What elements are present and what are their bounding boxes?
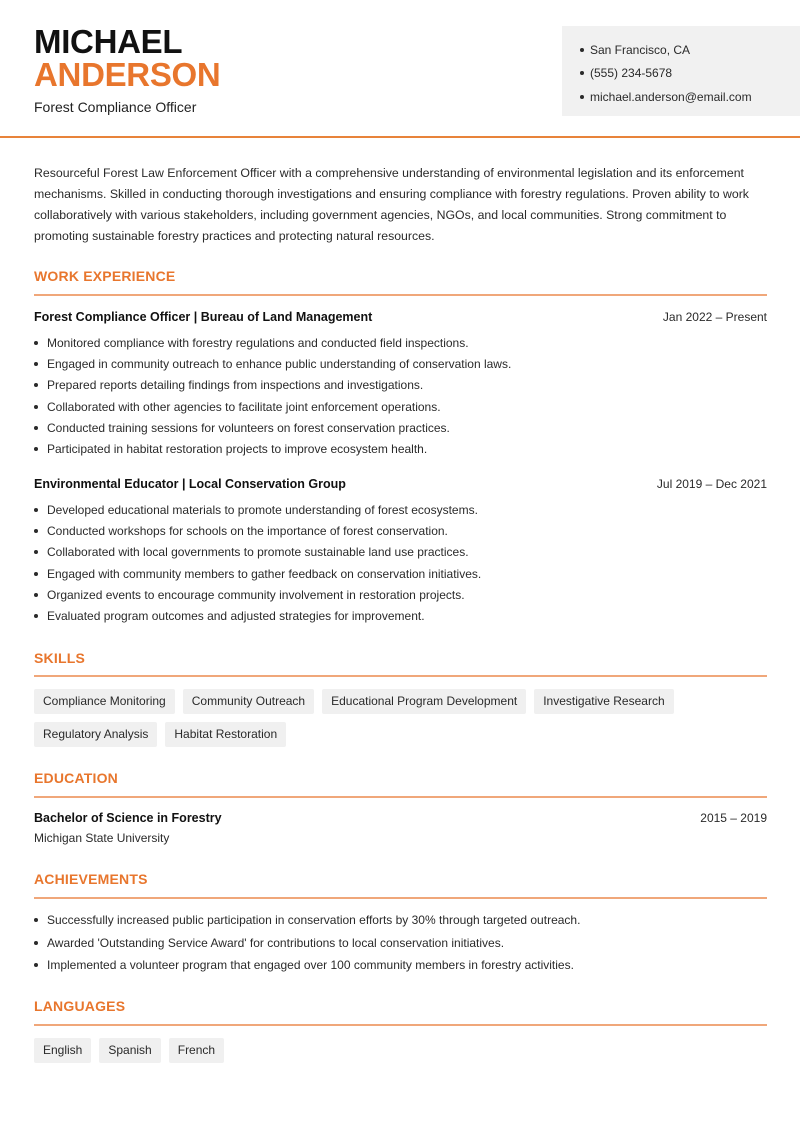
profile-summary: Resourceful Forest Law Enforcement Officer with a comprehensive understanding of environmental legislation and its enforcement mechanisms. Skilled in conducting thorough investigations and ensuring compliance with forestry regulations. Proven ability to work collaboratively with various stakeholders, including government agencies, NGOs, and local communities. Strong commitment to promoting sustainable forestry practices and protecting natural resources. bbox=[34, 166, 749, 243]
section-divider bbox=[34, 675, 767, 677]
bullet-text: Developed educational materials to promote understanding of forest ecosystems. bbox=[47, 502, 478, 517]
job-dates: Jan 2022 – Present bbox=[662, 310, 767, 324]
skill-chip: Community Outreach bbox=[183, 689, 314, 714]
list-item bbox=[34, 499, 769, 520]
degree-title: Bachelor of Science in Forestry bbox=[34, 811, 222, 825]
bullet-icon bbox=[34, 447, 38, 451]
bullet-icon bbox=[580, 71, 584, 75]
list-item bbox=[34, 954, 769, 977]
section-divider bbox=[34, 796, 767, 798]
contact-box bbox=[562, 26, 800, 116]
languages-list bbox=[34, 1038, 769, 1063]
job-role: Forest Compliance Officer bbox=[34, 99, 197, 115]
list-item bbox=[34, 332, 769, 353]
skill-chip: Regulatory Analysis bbox=[34, 722, 157, 747]
achievement-text: Awarded 'Outstanding Service Award' for contributions to local conservation initiatives. bbox=[47, 935, 505, 950]
bullet-text: Conducted training sessions for volunteers on forest conservation practices. bbox=[47, 420, 450, 435]
section-title-work: WORK EXPERIENCE bbox=[34, 268, 176, 284]
list-item bbox=[34, 909, 769, 932]
bullet-icon bbox=[34, 918, 38, 922]
job-title: Forest Compliance Officer | Bureau of Land Management bbox=[34, 310, 373, 324]
school-name: Michigan State University bbox=[34, 831, 170, 845]
section-title-languages: LANGUAGES bbox=[34, 998, 126, 1014]
bullet-text: Organized events to encourage community involvement in restoration projects. bbox=[47, 587, 465, 602]
job-bullets bbox=[34, 332, 769, 460]
section-divider bbox=[34, 294, 767, 296]
bullet-icon bbox=[34, 508, 38, 512]
section-divider bbox=[34, 1024, 767, 1026]
last-name: ANDERSON bbox=[34, 56, 221, 93]
bullet-text: Collaborated with local governments to promote sustainable land use practices. bbox=[47, 545, 469, 560]
bullet-icon bbox=[34, 941, 38, 945]
contact-phone bbox=[580, 62, 800, 86]
bullet-icon bbox=[34, 550, 38, 554]
bullet-icon bbox=[34, 383, 38, 387]
job-bullets bbox=[34, 499, 769, 627]
language-chip: English bbox=[34, 1038, 91, 1063]
list-item bbox=[34, 520, 769, 541]
bullet-icon bbox=[34, 529, 38, 533]
bullet-text: Engaged with community members to gather feedback on conservation initiatives. bbox=[47, 566, 482, 581]
skill-chip: Investigative Research bbox=[534, 689, 673, 714]
bullet-text: Participated in habitat restoration projects to improve ecosystem health. bbox=[47, 442, 428, 457]
first-name: MICHAEL bbox=[34, 23, 183, 60]
bullet-icon bbox=[34, 405, 38, 409]
bullet-icon bbox=[34, 341, 38, 345]
bullet-icon bbox=[34, 572, 38, 576]
achievement-text: Successfully increased public participation in conservation efforts by 30% through targeted outreach. bbox=[47, 913, 581, 928]
list-item bbox=[34, 353, 769, 374]
bullet-icon bbox=[34, 593, 38, 597]
skill-chip: Habitat Restoration bbox=[165, 722, 286, 747]
location-text: San Francisco, CA bbox=[590, 42, 691, 57]
bullet-icon bbox=[580, 95, 584, 99]
resume-header bbox=[0, 0, 800, 138]
bullet-text: Prepared reports detailing findings from inspections and investigations. bbox=[47, 378, 424, 393]
section-title-achievements: ACHIEVEMENTS bbox=[34, 871, 148, 887]
skill-chip: Compliance Monitoring bbox=[34, 689, 175, 714]
list-item bbox=[34, 605, 769, 626]
bullet-icon bbox=[580, 48, 584, 52]
skill-chip: Educational Program Development bbox=[322, 689, 526, 714]
bullet-text: Monitored compliance with forestry regulations and conducted field inspections. bbox=[47, 335, 469, 350]
bullet-text: Evaluated program outcomes and adjusted strategies for improvement. bbox=[47, 609, 425, 624]
email-text: michael.anderson@email.com bbox=[590, 89, 752, 104]
bullet-icon bbox=[34, 362, 38, 366]
list-item bbox=[34, 375, 769, 396]
list-item bbox=[34, 417, 769, 438]
job-title: Environmental Educator | Local Conservation Group bbox=[34, 477, 346, 491]
language-chip: Spanish bbox=[99, 1038, 160, 1063]
list-item bbox=[34, 932, 769, 955]
section-title-education: EDUCATION bbox=[34, 770, 118, 786]
achievements-list bbox=[34, 909, 769, 977]
list-item bbox=[34, 396, 769, 417]
bullet-icon bbox=[34, 963, 38, 967]
bullet-icon bbox=[34, 426, 38, 430]
list-item bbox=[34, 438, 769, 459]
bullet-text: Collaborated with other agencies to facilitate joint enforcement operations. bbox=[47, 399, 441, 414]
contact-email bbox=[580, 85, 800, 109]
list-item bbox=[34, 563, 769, 584]
language-chip: French bbox=[169, 1038, 224, 1063]
list-item bbox=[34, 584, 769, 605]
contact-location bbox=[580, 38, 800, 62]
section-title-skills: SKILLS bbox=[34, 650, 85, 666]
section-divider bbox=[34, 897, 767, 899]
job-dates: Jul 2019 – Dec 2021 bbox=[656, 477, 767, 491]
bullet-icon bbox=[34, 614, 38, 618]
education-dates: 2015 – 2019 bbox=[700, 811, 767, 825]
phone-text: (555) 234-5678 bbox=[590, 66, 673, 81]
achievement-text: Implemented a volunteer program that engaged over 100 community members in forestry activities. bbox=[47, 958, 574, 973]
skills-list bbox=[34, 689, 769, 747]
bullet-text: Conducted workshops for schools on the importance of forest conservation. bbox=[47, 523, 448, 538]
bullet-text: Engaged in community outreach to enhance public understanding of conservation laws. bbox=[47, 356, 512, 371]
list-item bbox=[34, 542, 769, 563]
